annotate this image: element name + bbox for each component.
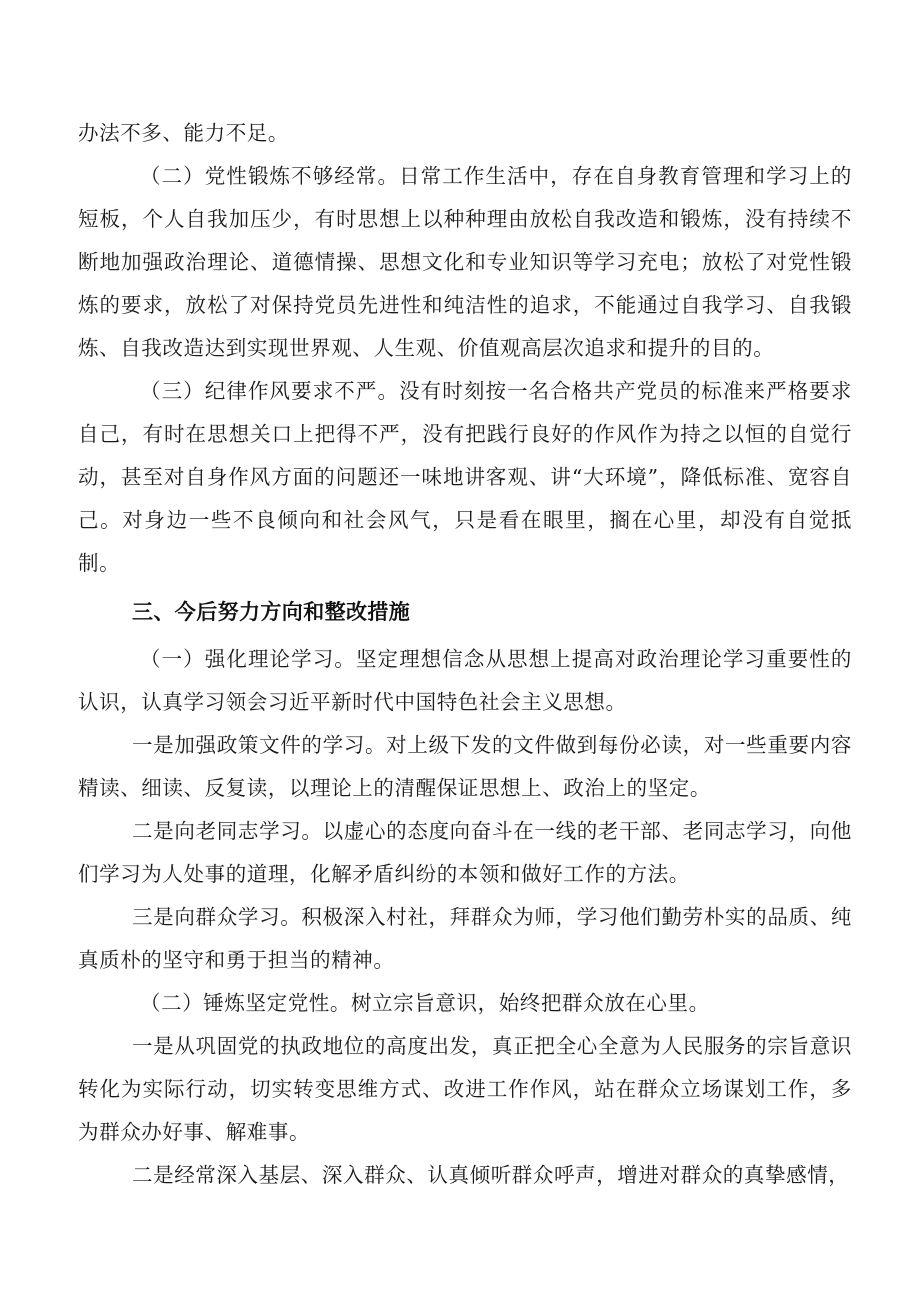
paragraph-party-spirit: （二）党性锻炼不够经常。日常工作生活中，存在自身教育管理和学习上的短板，个人自我加压少，有时思想上以种种理由放松自我改造和锻炼，没有持续不断地加强政治理论、道德情操、思想文化和专业知识等学习充电；放松了对党性锻炼的要求，放松了对保持党员先进性和纯洁性的追求，不能通过自我学习、自我锻炼、自我改造达到实现世界观、人生观、价值观高层次追求和提升的目的。 — [78, 164, 852, 360]
paragraph-grassroots: 二是经常深入基层、深入群众、认真倾听群众呼声，增进对群众的真挚感情， — [132, 1163, 850, 1187]
paragraph-theory-study: （一）强化理论学习。坚定理想信念从思想上提高对政治理论学习重要性的认识，认真学习领会习近平新时代中国特色社会主义思想。 — [78, 647, 852, 714]
document-body — [78, 112, 852, 1197]
paragraph-serve-people: 一是从巩固党的执政地位的高度出发，真正把全心全意为人民服务的宗旨意识转化为实际行动，切实转变思维方式、改进工作作风，站在群众立场谋划工作，多为群众办好事、解难事。 — [78, 1034, 852, 1144]
paragraph-learn-masses: 三是向群众学习。积极深入村社，拜群众为师，学习他们勤劳朴实的品质、纯真质朴的坚守和勇于担当的精神。 — [78, 905, 852, 972]
paragraph-discipline: （三）纪律作风要求不严。没有时刻按一名合格共产党员的标准来严格要求自己，有时在思想关口上把得不严，没有把践行良好的作风作为持之以恒的自觉行动，甚至对自身作风方面的问题还一味地讲客观、讲“大环境”，降低标准、宽容自己。对身边一些不良倾向和社会风气，只是看在眼里，搁在心里，却没有自觉抵制。 — [78, 379, 852, 575]
paragraph-temper-party-spirit: （二）锤炼坚定党性。树立宗旨意识，始终把群众放在心里。 — [140, 991, 710, 1015]
paragraph-learn-veterans: 二是向老同志学习。以虚心的态度向奋斗在一线的老干部、老同志学习，向他们学习为人处事的道理，化解矛盾纠纷的本领和做好工作的方法。 — [78, 819, 852, 886]
section-heading-measures: 三、今后努力方向和整改措施 — [132, 600, 411, 624]
paragraph-continuation: 办法不多、能力不足。 — [78, 121, 289, 145]
paragraph-policy-docs: 一是加强政策文件的学习。对上级下发的文件做到每份必读，对一些重要内容精读、细读、反复读，以理论上的清醒保证思想上、政治上的坚定。 — [78, 733, 852, 800]
